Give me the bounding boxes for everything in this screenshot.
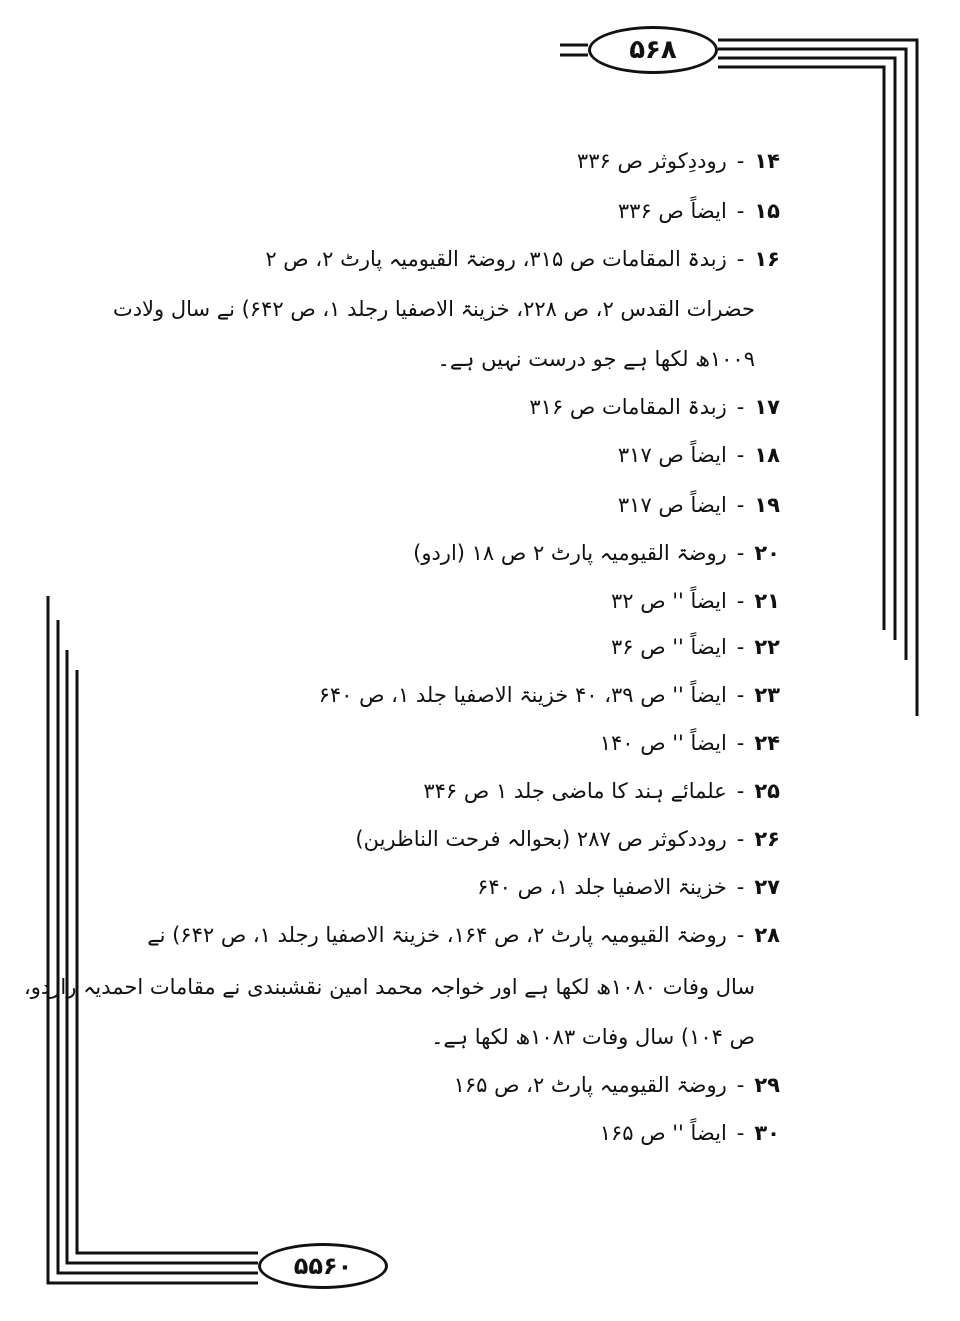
- footnote-number: ۱۶: [754, 247, 780, 271]
- footnote-text: ایضاً '' ص ۳۲: [610, 589, 727, 613]
- footnote-number: ۲۴: [754, 731, 780, 755]
- footnote-line: ۲۶-روددکوثر ص ۲۸۷ (بحوالہ فرحت الناظرین): [355, 827, 780, 851]
- footnote-number: ۲۸: [754, 923, 780, 947]
- footnote-number: ۱۵: [754, 199, 780, 223]
- footnote-line: ۱۵-ایضاً ص ۳۳۶: [617, 199, 780, 223]
- footnote-line: ۲۱-ایضاً '' ص ۳۲: [610, 589, 780, 613]
- footnote-text: زبدۃ المقامات ص ۳۱۶: [529, 395, 727, 419]
- footnote-number: ۲۲: [754, 635, 780, 659]
- page-number-bottom: ۵۵۶۰: [258, 1243, 388, 1289]
- footnote-line: ۱۶-زبدۃ المقامات ص ۳۱۵، روضۃ القیومیہ پارٹ ۲، ص ۲: [265, 247, 780, 271]
- footnote-number: ۲۳: [754, 683, 780, 707]
- footnote-text: روضۃ القیومیہ پارٹ ۲، ص ۱۶۴، خزینۃ الاصفیا رجلد ۱، ص ۶۴۲) نے: [147, 923, 727, 947]
- footnote-number: ۱۹: [754, 493, 780, 517]
- footnote-line: ۲۵-علمائے ہند کا ماضی جلد ۱ ص ۳۴۶: [423, 779, 780, 803]
- footnote-line: ۳۰-ایضاً '' ص ۱۶۵: [599, 1121, 780, 1145]
- footnote-line: ۱۸-ایضاً ص ۳۱۷: [617, 443, 780, 467]
- footnote-number: ۱۸: [754, 443, 780, 467]
- footnote-text: ص ۱۰۴) سال وفات ۱۰۸۳ھ لکھا ہے۔: [431, 1025, 755, 1049]
- footnote-continuation: [24, 972, 755, 1002]
- footnote-text: حضرات القدس ۲، ص ۲۲۸، خزینۃ الاصفیا رجلد ۱، ص ۶۴۲) نے سال ولادت: [112, 297, 755, 321]
- footnote-text: ایضاً '' ص ۳۹، ۴۰ خزینۃ الاصفیا جلد ۱، ص ۶۴۰: [318, 683, 727, 707]
- footnote-number: ۱۷: [754, 395, 780, 419]
- footnote-text: سال وفات ۱۰۸۰ھ لکھا ہے اور خواجہ محمد امین نقشبندی نے مقامات احمدیہ راردو،: [24, 975, 755, 999]
- footnote-number: ۲۶: [754, 827, 780, 851]
- footnote-line: ۲۰-روضۃ القیومیہ پارٹ ۲ ص ۱۸ (اردو): [413, 541, 780, 565]
- footnote-number: ۲۵: [754, 779, 780, 803]
- footnote-line: ۲۹-روضۃ القیومیہ پارٹ ۲، ص ۱۶۵: [453, 1073, 780, 1097]
- page-number-top: ۵۶۸: [588, 26, 718, 74]
- footnote-line: ۲۸-روضۃ القیومیہ پارٹ ۲، ص ۱۶۴، خزینۃ الاصفیا رجلد ۱، ص ۶۴۲) نے: [147, 923, 780, 947]
- footnote-text: ۱۰۰۹ھ لکھا ہے جو درست نہیں ہے۔: [437, 347, 755, 371]
- footnote-text: علمائے ہند کا ماضی جلد ۱ ص ۳۴۶: [423, 779, 727, 803]
- footnote-text: روضۃ القیومیہ پارٹ ۲ ص ۱۸ (اردو): [413, 541, 727, 565]
- footnote-number: ۲۱: [754, 589, 780, 613]
- footnote-text: ایضاً '' ص ۱۴۰: [599, 731, 727, 755]
- footnote-text: ایضاً ص ۳۱۷: [617, 493, 727, 517]
- footnote-text: ایضاً '' ص ۳۶: [610, 635, 727, 659]
- footnote-line: ۲۳-ایضاً '' ص ۳۹، ۴۰ خزینۃ الاصفیا جلد ۱، ص ۶۴۰: [318, 683, 780, 707]
- footnote-text: ایضاً '' ص ۱۶۵: [599, 1121, 727, 1145]
- footnote-line: ۱۴-روددِکوثر ص ۳۳۶: [576, 149, 780, 173]
- footnote-line: ۲۴-ایضاً '' ص ۱۴۰: [599, 731, 780, 755]
- footnote-text: روددِکوثر ص ۳۳۶: [576, 149, 727, 173]
- footnote-number: ۱۴: [754, 149, 780, 173]
- footnote-text: ایضاً ص ۳۱۷: [617, 443, 727, 467]
- footnote-continuation: [113, 294, 755, 324]
- footnote-text: ایضاً ص ۳۳۶: [617, 199, 727, 223]
- footnote-continuation: [438, 344, 755, 374]
- footnote-text: زبدۃ المقامات ص ۳۱۵، روضۃ القیومیہ پارٹ ۲، ص ۲: [265, 247, 727, 271]
- footnote-line: ۱۷-زبدۃ المقامات ص ۳۱۶: [529, 395, 780, 419]
- footnote-continuation: [431, 1022, 755, 1052]
- footnote-line: ۲۲-ایضاً '' ص ۳۶: [610, 635, 780, 659]
- footnote-number: ۲۹: [754, 1073, 780, 1097]
- footnote-number: ۲۰: [754, 541, 780, 565]
- footnote-number: ۳۰: [754, 1121, 780, 1145]
- footnote-number: ۲۷: [754, 875, 780, 899]
- footnote-line: ۱۹-ایضاً ص ۳۱۷: [617, 493, 780, 517]
- footnote-text: روضۃ القیومیہ پارٹ ۲، ص ۱۶۵: [453, 1073, 727, 1097]
- footnote-line: ۲۷-خزینۃ الاصفیا جلد ۱، ص ۶۴۰: [477, 875, 780, 899]
- footnote-text: خزینۃ الاصفیا جلد ۱، ص ۶۴۰: [477, 875, 727, 899]
- footnote-text: روددکوثر ص ۲۸۷ (بحوالہ فرحت الناظرین): [355, 827, 727, 851]
